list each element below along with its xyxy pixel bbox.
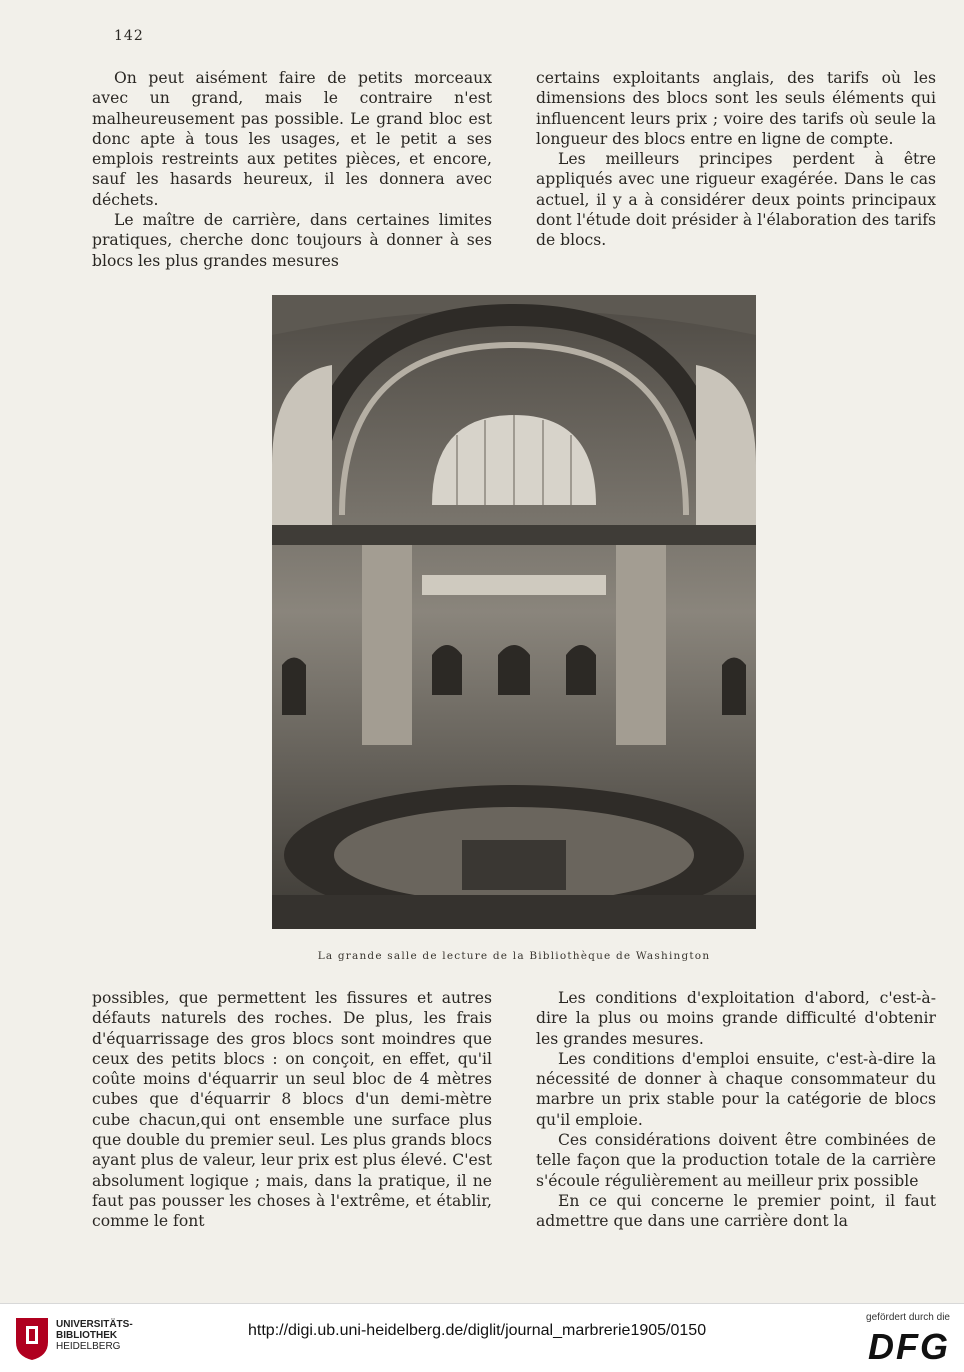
figure-caption: La grande salle de lecture de la Bibliothèque de Washington [317, 950, 711, 962]
university-name [56, 1319, 133, 1352]
paragraph: Le maître de carrière, dans certaines limites pratiques, cherche donc toujours à donner à ses blocs les plus grandes mesures [92, 211, 492, 270]
university-line: UNIVERSITÄTS- [56, 1319, 133, 1330]
university-line: HEIDELBERG [56, 1341, 121, 1352]
paragraph-continued: certains exploitants anglais, des tarifs où les dimensions des blocs sont les seuls éléments qui influencent leurs prix ; voire des tarifs où seule la longueur des blocs entre en ligne de compte. [536, 69, 936, 148]
paragraph: Les meilleurs principes perdent à être appliqués avec une rigueur exagérée. Dans le cas actuel, il y a à considérer deux points principaux dont l'étude doit présider à l'élaboration des tarifs de blocs. [536, 150, 936, 250]
reading-room-photo [272, 295, 756, 929]
paragraph-continued: possibles, que permettent les fissures et autres défauts naturels des roches. De plus, les frais d'équarrissage des gros blocs sont moindres que ceux des petits blocs : on conçoit, en effet, qu'il coûte moins d'équarrir un seul bloc de 4 mètres cubes que d'équarrir 8 blocs d'un demi-mètre cube chacun,qui ont ensemble une surface plus que double du premier seul. Les plus grands blocs ayant plus de valeur, leur prix est plus élevé. C'est absolument logique ; mais, dans la pratique, il ne faut pas pousser les choses à l'extrême, et établir, comme le font [92, 989, 492, 1231]
university-seal-icon [10, 1314, 54, 1362]
text-column-bottom-left [92, 988, 492, 1232]
university-line: BIBLIOTHEK [56, 1330, 118, 1341]
paragraph: On peut aisément faire de petits morceaux avec un grand, mais le contraire n'est malheureusement pas possible. Le grand bloc est donc apte à tous les usages, et le petit a ses emplois restreints aux petites pièces, et encore, sauf les hasards heureux, il les donnera avec déchets. [92, 69, 492, 209]
page-number: 142 [114, 28, 144, 44]
paragraph: En ce qui concerne le premier point, il faut admettre que dans une carrière dont la [536, 1191, 936, 1231]
text-column-top-right [536, 68, 936, 251]
source-url-link[interactable]: http://digi.ub.uni-heidelberg.de/diglit/journal_marbrerie1905/0150 [248, 1322, 707, 1339]
paragraph: Les conditions d'exploitation d'abord, c'est-à-dire la plus ou moins grande difficulté d'obtenir les grandes mesures. [536, 989, 936, 1048]
funded-by-label: gefördert durch die [866, 1312, 950, 1323]
text-column-top-left [92, 68, 492, 271]
digitization-footer [0, 1303, 964, 1372]
dfg-logo: DFG [868, 1326, 950, 1367]
paragraph: Ces considérations doivent être combinées de telle façon que la production totale de la carrière s'écoule régulièrement au meilleur prix possible [536, 1131, 936, 1190]
text-column-bottom-right [536, 988, 936, 1232]
paragraph: Les conditions d'emploi ensuite, c'est-à-dire la nécessité de donner à chaque consommateur du marbre un prix stable pour la catégorie de blocs qu'il emploie. [536, 1049, 936, 1129]
